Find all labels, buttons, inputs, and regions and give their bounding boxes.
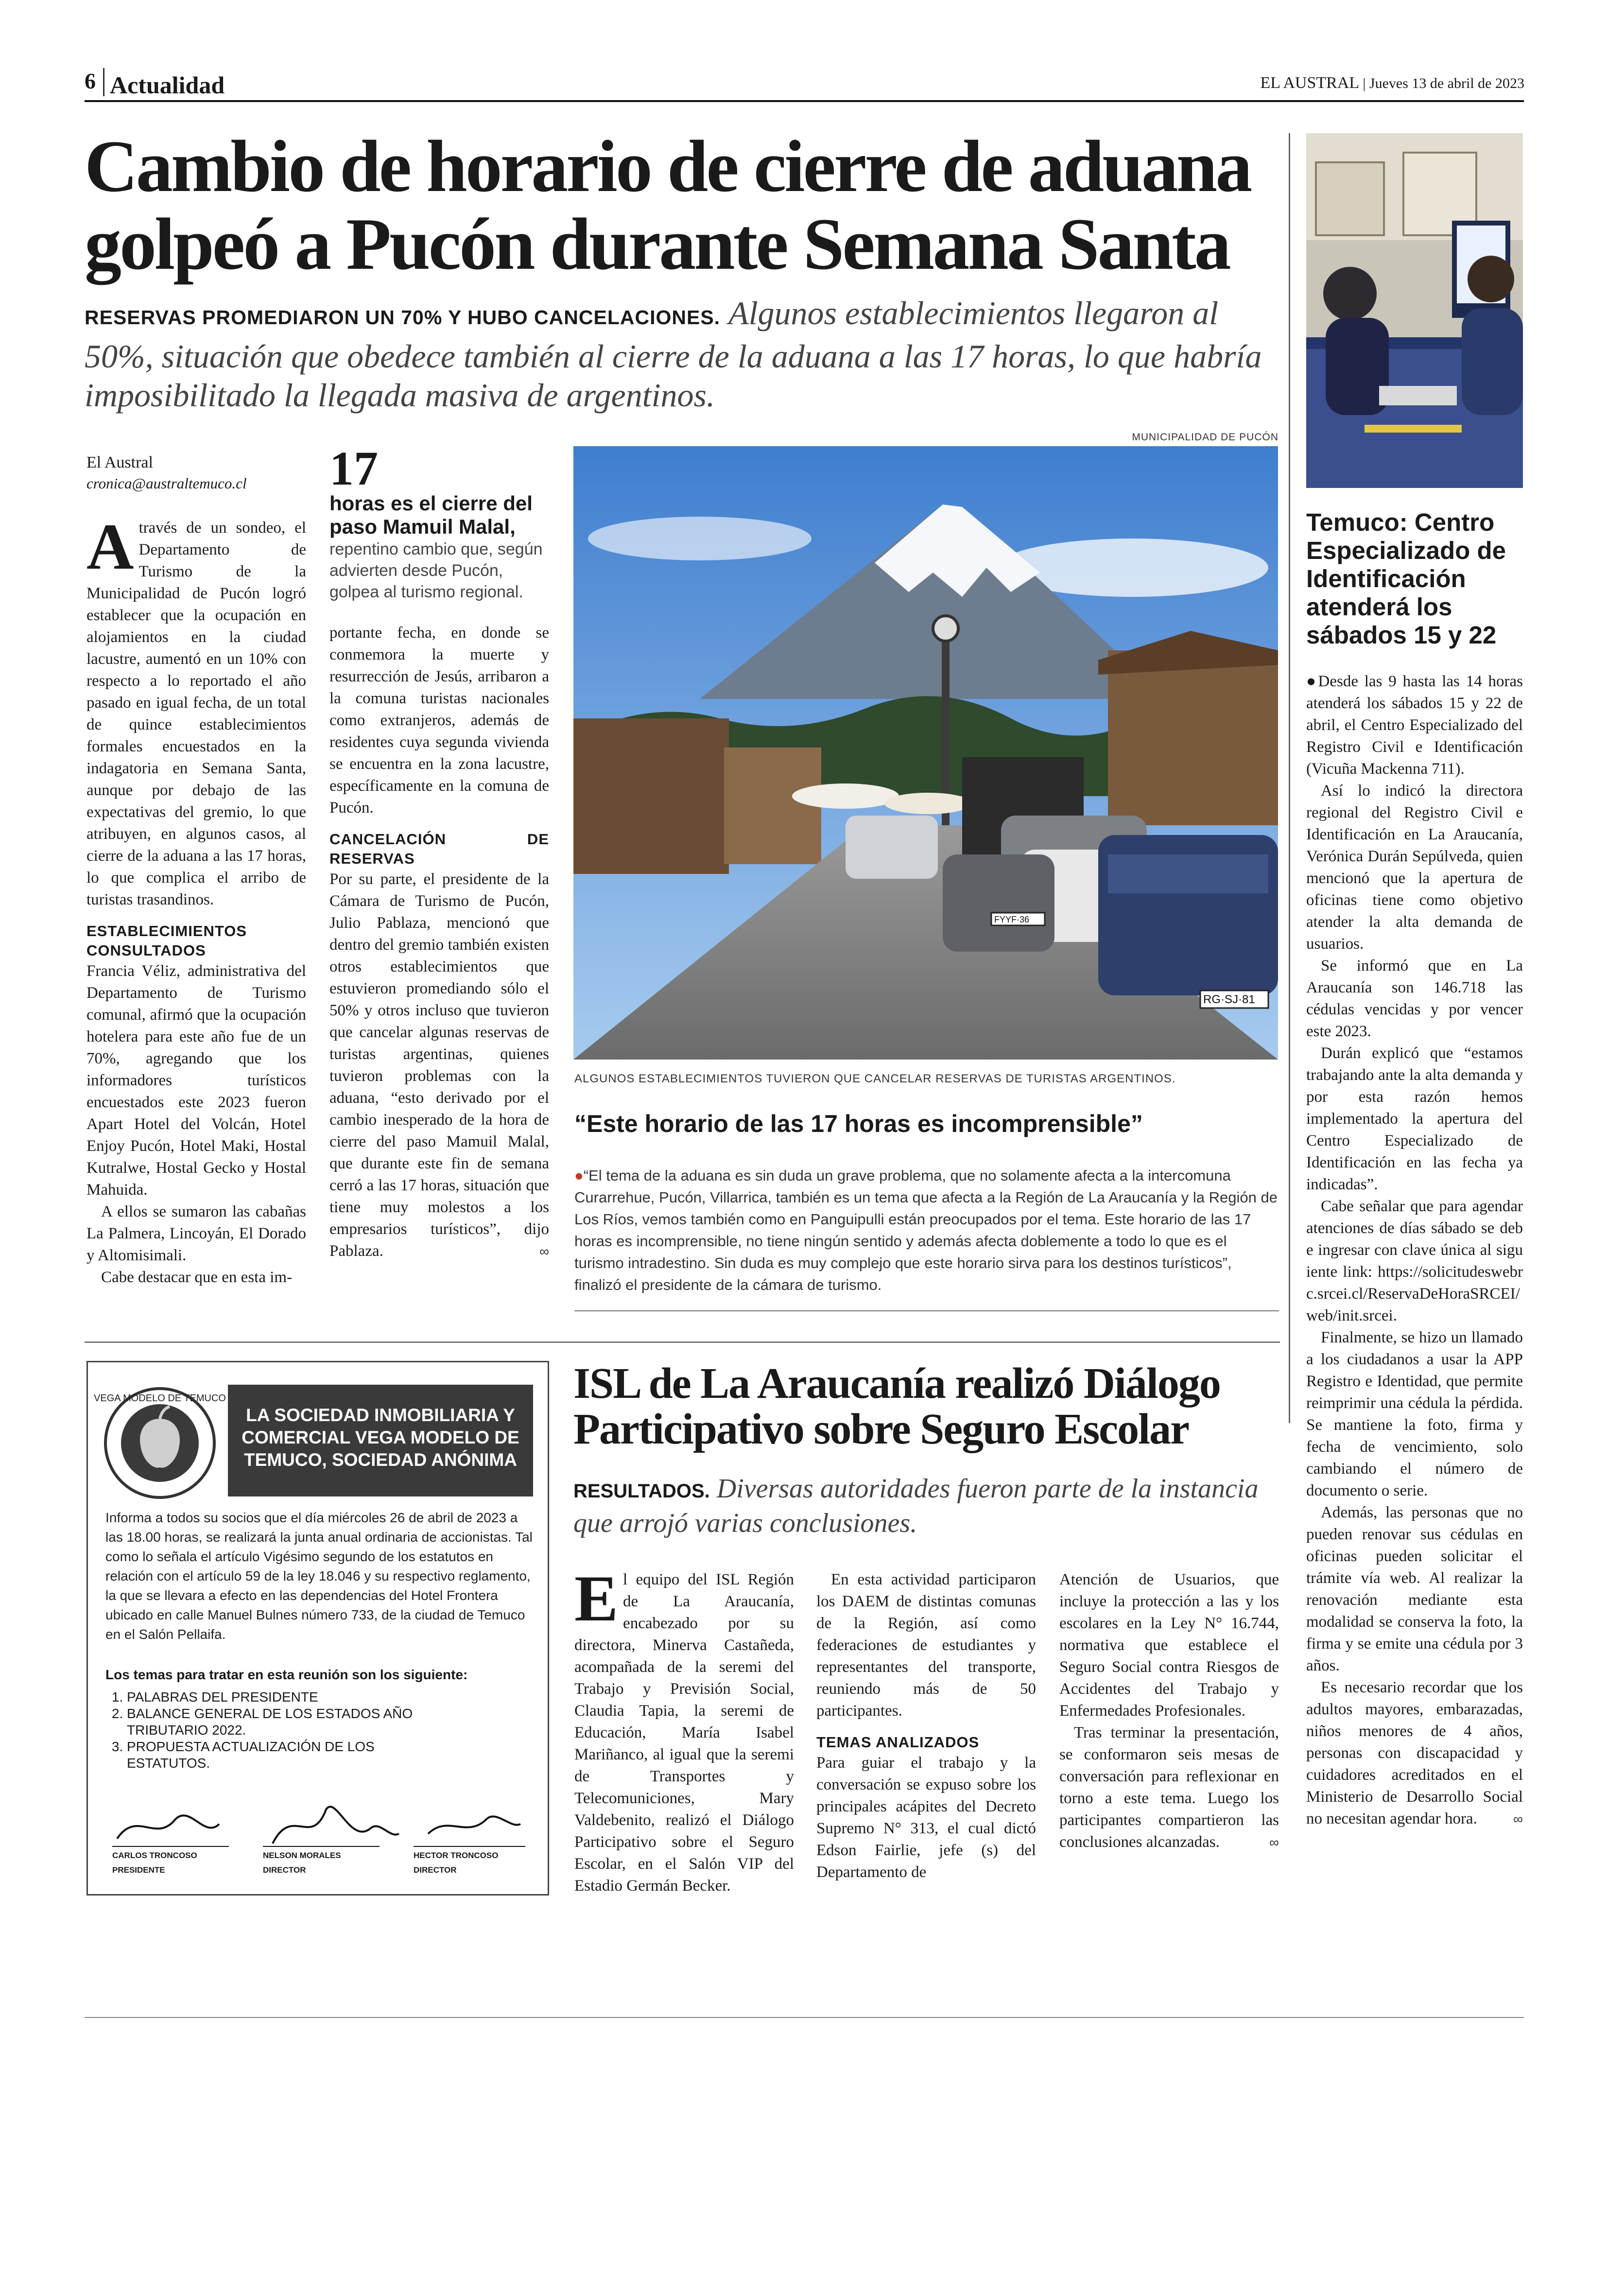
sidebar-paragraph-2: Así lo indicó la directora regional del Registro Civil e Identificación en La Araucanía, Verónica Durán Sepúlveda, quien mencionó que la apertura de oficinas tiene como objetivo atender la alta demanda de usuarios. <box>1306 782 1523 953</box>
main-headline-line1: Cambio de horario de cierre de aduana <box>85 125 1251 207</box>
signature-block-1 <box>112 1848 248 1878</box>
ad-topic-1: 1. PALABRAS DEL PRESIDENTE <box>127 1689 438 1705</box>
sidebar-headline: Temuco: Centro Especializado de Identificación atenderá los sábados 15 y 22 <box>1306 508 1506 649</box>
col2-subhead: CANCELACIÓN DE RESERVAS <box>329 831 549 867</box>
col1-body <box>86 511 306 1288</box>
sidebar-paragraph-1: ●Desde las 9 hasta las 14 horas atenderá los sábados 15 y 22 de abril, el Centro Especializado del Registro Civil e Identificación (Vicuña Mackenna 711). <box>1306 673 1523 778</box>
quote-text: ●“El tema de la aduana es sin duda un grave problema, que no solamente afecta a la intercomuna Curarrehue, Pucón, Villarrica, también es un tema que afecta a la Región de La Araucanía y la Región de Los Ríos, vemos también como en Panguipulli están preocupados por el tema. Este horario de las 17 horas es incomprensible, no tiene ningún sentido y además afecta doblemente a todo lo que es el turismo intradestino. Sin duda es muy complejo que este horario sirva para los destinos turísticos”, finalizó el presidente de la cámara de turismo. <box>574 1167 1278 1293</box>
ad-topic-2: 2. BALANCE GENERAL DE LOS ESTADOS AÑO TRIBUTARIO 2022. <box>127 1705 438 1739</box>
logo-text: VEGA MODELO DE TEMUCO <box>94 1393 226 1404</box>
sig3-name: HECTOR TRONCOSO <box>414 1851 499 1860</box>
col1-paragraph-1: Através de un sondeo, el Departamento de Turismo de la Municipalidad de Pucón logró establecer que la ocupación en alojamientos en la ciudad lacustre, aumentó en un 10% con respecto a lo reportado el año pasado en igual fecha, de un total de quince establecimientos formales encuestados en la indagatoria en Semana Santa, aunque por debajo de las expectativas del gremio, lo que atribuyen, en algunos casos, al cierre de la aduana a las 17 horas, lo que complica el arribo de turistas trasandinos. <box>86 511 306 908</box>
main-deck-text: Algunos establecimientos llegaron al 50%, situación que obedece también al cierre de la aduana a las 17 horas, lo que habría imposibilitado la llegada masiva de argentinos. <box>85 295 1262 414</box>
quote-title: “Este horario de las 17 horas es incomprensible” <box>574 1110 1143 1137</box>
ad-body: Informa a todos su socios que el día miércoles 26 de abril de 2023 a las 18.00 horas, se realizará la junta anual ordinaria de accionistas. Tal como lo señala el artículo Vigésimo segundo de los estatutos en relación con el artículo 59 de la ley 18.046 y su respectivo reglamento, la que se llevara a efecto en las dependencias del Hotel Frontera ubicado en calle Manuel Bulnes número 733, de la ciudad de Temuco en el Salón Pellaifa. <box>105 1510 533 1642</box>
isl-dropcap: E <box>574 1563 619 1635</box>
ad-topics-title: Los temas para tratar en esta reunión son los siguiente: <box>105 1667 468 1682</box>
fact-box <box>329 441 549 603</box>
sidebar-divider <box>1289 133 1290 1423</box>
vega-logo-icon <box>94 1385 226 1501</box>
col2-paragraph-2: Por su parte, el presidente de la Cámara de Turismo de Pucón, Julio Pablaza, mencionó que dentro del gremio también existen otros establecimientos que estuvieron promediando sólo el 50% y otros incluso que tuvieron que cancelar algunas reservas de turistas argentinas, quienes tuvieron problemas con la aduana, “esto derivado por el cambio inesperado de la hora de cierre del paso Mamuil Malal, que durante este fin de semana cerró a las 17 horas, situación que tiene muy molestos a los empresarios turísticos”, dijo Pablaza. ∞ <box>329 869 549 1262</box>
isl-deck <box>573 1473 1283 1539</box>
signature-block-2 <box>263 1848 399 1878</box>
col1-paragraph-4: Cabe destacar que en esta im- <box>101 1269 293 1286</box>
license-plate-1: FYYF·36 <box>994 915 1030 924</box>
col1-paragraph-3: A ellos se sumaron las cabañas La Palmera, Lincoyán, El Dorado y Altomisimali. <box>86 1203 306 1264</box>
photo-credit: MUNICIPALIDAD DE PUCÓN <box>1132 432 1279 443</box>
sidebar-paragraph-5: Cabe señalar que para agendar atenciones de días sábado se debe ingresar con clave única al siguiente link: https://solicitudeswebrc.srcei.cl/ReservaDeHoraSRCEI/web/init.srcei. <box>1306 1198 1523 1324</box>
isl-col2-paragraph-2: Para guiar el trabajo y la conversación se expuso sobre los principales acápites del Decreto Supremo N° 313, el cual dictó Edson Fairlie, jefe (s) del Departamento de <box>816 1754 1036 1881</box>
header-rule <box>85 100 1524 102</box>
sidebar-paragraph-7: Además, las personas que no pueden renovar sus cédulas en oficinas pueden solicitar el trámite vía web. Al realizar la renovación mediante esta modalidad se conserva la foto, la firma y se emite una cédula por 3 años. <box>1306 1504 1523 1674</box>
main-deck <box>85 294 1290 415</box>
isl-col1-paragraph: El equipo del ISL Región de La Araucanía, encabezado por su directora, Minerva Castañeda, acompañada de la seremi del Trabajo y Previsión Social, Claudia Tapia, la seremi de Educación, María Isabel Mariñanco, al igual que la seremi de Transportes y Telecomuniciones, Mary Valdebenito, realizó el Diálogo Participativo sobre el Seguro Escolar, en el Salón VIP del Estadio Germán Becker. <box>574 1563 794 1895</box>
sig3-role: DIRECTOR <box>414 1865 457 1875</box>
end-mark-icon: ∞ <box>539 1244 549 1259</box>
bullet-icon: ● <box>1306 673 1318 690</box>
sig1-role: PRESIDENTE <box>112 1865 165 1875</box>
header-divider <box>103 68 104 96</box>
fact-rest: repentino cambio que, según advierten desde Pucón, golpea al turismo regional. <box>329 540 543 601</box>
isl-col3-paragraph-2: Tras terminar la presentación, se conformaron seis mesas de conversación para reflexionar en torno a este tema. Luego los participantes compartieron las conclusiones alcanzadas. ∞ <box>1059 1722 1279 1853</box>
ad-topics-list <box>105 1689 438 1772</box>
quote-bottom-rule <box>574 1310 1279 1311</box>
main-headline-line2: golpeó a Pucón durante Semana Santa <box>85 203 1229 285</box>
sidebar-paragraph-4: Durán explicó que “estamos trabajando ante la alta demanda y por esta razón hemos implementado la apertura del Centro Especializado de Identificación en las fecha ya indicadas”. <box>1306 1044 1523 1193</box>
registry-office-photo <box>1306 133 1523 488</box>
col2-paragraph-1: portante fecha, en donde se conmemora la muerte y resurrección de Jesús, arribaron a la comuna turistas nacionales como extranjeros, además de residentes cuya segunda vivienda se encuentra en la zona lacustre, específicamente en la comuna de Pucón. <box>329 624 549 817</box>
isl-col2-paragraph-1: En esta actividad participaron los DAEM de distintas comunas de la Región, así como federaciones de estudiantes y representantes del transporte, reuniendo más de 50 participantes. <box>816 1571 1036 1720</box>
volcano-street-photo <box>573 446 1278 1060</box>
sig2-name: NELSON MORALES <box>263 1851 341 1860</box>
sidebar-paragraph-6: Finalmente, se hizo un llamado a los ciudadanos a usar la APP Registro e Identidad, que permite reimprimir una cédula la pérdida. Se mantiene la foto, firma y fecha de vencimiento, solo cambiando el número de documento o serie. <box>1306 1329 1523 1499</box>
registry-office-illustration <box>1306 133 1523 488</box>
page-number: 6 <box>85 69 96 93</box>
section-name: Actualidad <box>110 71 225 99</box>
main-col2 <box>329 441 549 1262</box>
main-headline <box>85 127 1299 283</box>
isl-headline-line1: ISL de La Araucanía realizó Diálogo <box>573 1359 1220 1408</box>
fact-bold: horas es el cierre del paso Mamuil Malal, <box>329 492 533 538</box>
sidebar-paragraph-8: Es necesario recordar que los adultos mayores, embarazadas, niños menores de 4 años, personas con discapacidad y cuidadores acreditados en el Ministerio de Desarrollo Social no necesitan agendar hora. ∞ <box>1306 1677 1523 1830</box>
byline-email: cronica@australtemuco.cl <box>86 475 247 492</box>
fact-number: 17 <box>329 441 378 495</box>
ad-topic-3: 3. PROPUESTA ACTUALIZACIÓN DE LOS ESTATUTOS. <box>127 1739 438 1772</box>
bullet-icon: ● <box>574 1167 584 1184</box>
license-plate-2: RG·SJ·81 <box>1203 993 1255 1006</box>
sig2-role: DIRECTOR <box>263 1865 306 1875</box>
signatures-icon <box>107 1800 525 1853</box>
col1-subhead: ESTABLECIMIENTOS CONSULTADOS <box>86 922 247 959</box>
isl-deck-text: Diversas autoridades fueron parte de la instancia que arrojó varias conclusiones. <box>573 1474 1259 1538</box>
signature-block-3 <box>414 1848 540 1878</box>
paper-date <box>1260 74 1524 92</box>
col2-body <box>329 622 549 1262</box>
footer-rule <box>85 2017 1524 2018</box>
isl-kicker: RESULTADOS. <box>573 1480 710 1502</box>
isl-col1 <box>574 1563 794 1897</box>
issue-date: | Jueves 13 de abril de 2023 <box>1363 75 1524 91</box>
end-mark-icon: ∞ <box>1513 1811 1523 1826</box>
paper-name: EL AUSTRAL <box>1260 74 1359 92</box>
end-mark-icon: ∞ <box>1269 1835 1279 1850</box>
isl-col3 <box>1059 1569 1279 1853</box>
sig1-name: CARLOS TRONCOSO <box>112 1851 197 1860</box>
main-kicker: RESERVAS PROMEDIARON UN 70% Y HUBO CANCELACIONES. <box>85 306 721 329</box>
isl-col3-paragraph-1: Atención de Usuarios, que incluye la protección a las y los escolares en la Ley N° 16.744, normativa que establece el Seguro Social contra Riesgos de Accidentes del Trabajo y Enfermedades Profesionales. <box>1059 1571 1279 1720</box>
notice-ad <box>86 1361 549 1896</box>
byline-name: El Austral <box>86 453 153 471</box>
isl-col2 <box>816 1569 1036 1883</box>
sidebar-paragraph-3: Se informó que en La Araucanía son 146.718 las cédulas vencidas y por vencer este 2023. <box>1306 957 1523 1040</box>
photo-caption: ALGUNOS ESTABLECIMIENTOS TUVIERON QUE CANCELAR RESERVAS DE TURISTAS ARGENTINOS. <box>574 1072 1176 1085</box>
main-col1 <box>86 452 306 1288</box>
ad-title: LA SOCIEDAD INMOBILIARIA Y COMERCIAL VEGA MODELO DE TEMUCO, SOCIEDAD ANÓNIMA <box>228 1385 533 1496</box>
isl-col2-subhead: TEMAS ANALIZADOS <box>816 1734 980 1751</box>
section-rule <box>85 1341 1280 1343</box>
col1-paragraph-2: Francia Véliz, administrativa del Departamento de Turismo comunal, afirmó que la ocupación hotelera para este año fue de un 70%, agregando que los informadores turísticos encuestados este 2023 fueron Apart Hotel del Volcán, Hotel Enjoy Pucón, Hotel Maki, Hostal Kutralwe, Hostal Gecko y Hostal Mahuida. <box>86 962 306 1199</box>
isl-headline <box>573 1361 1283 1452</box>
dropcap: A <box>86 511 134 583</box>
isl-headline-line2: Participativo sobre Seguro Escolar <box>573 1405 1189 1453</box>
sidebar-body <box>1306 671 1523 1830</box>
volcano-street-illustration <box>573 446 1278 1060</box>
